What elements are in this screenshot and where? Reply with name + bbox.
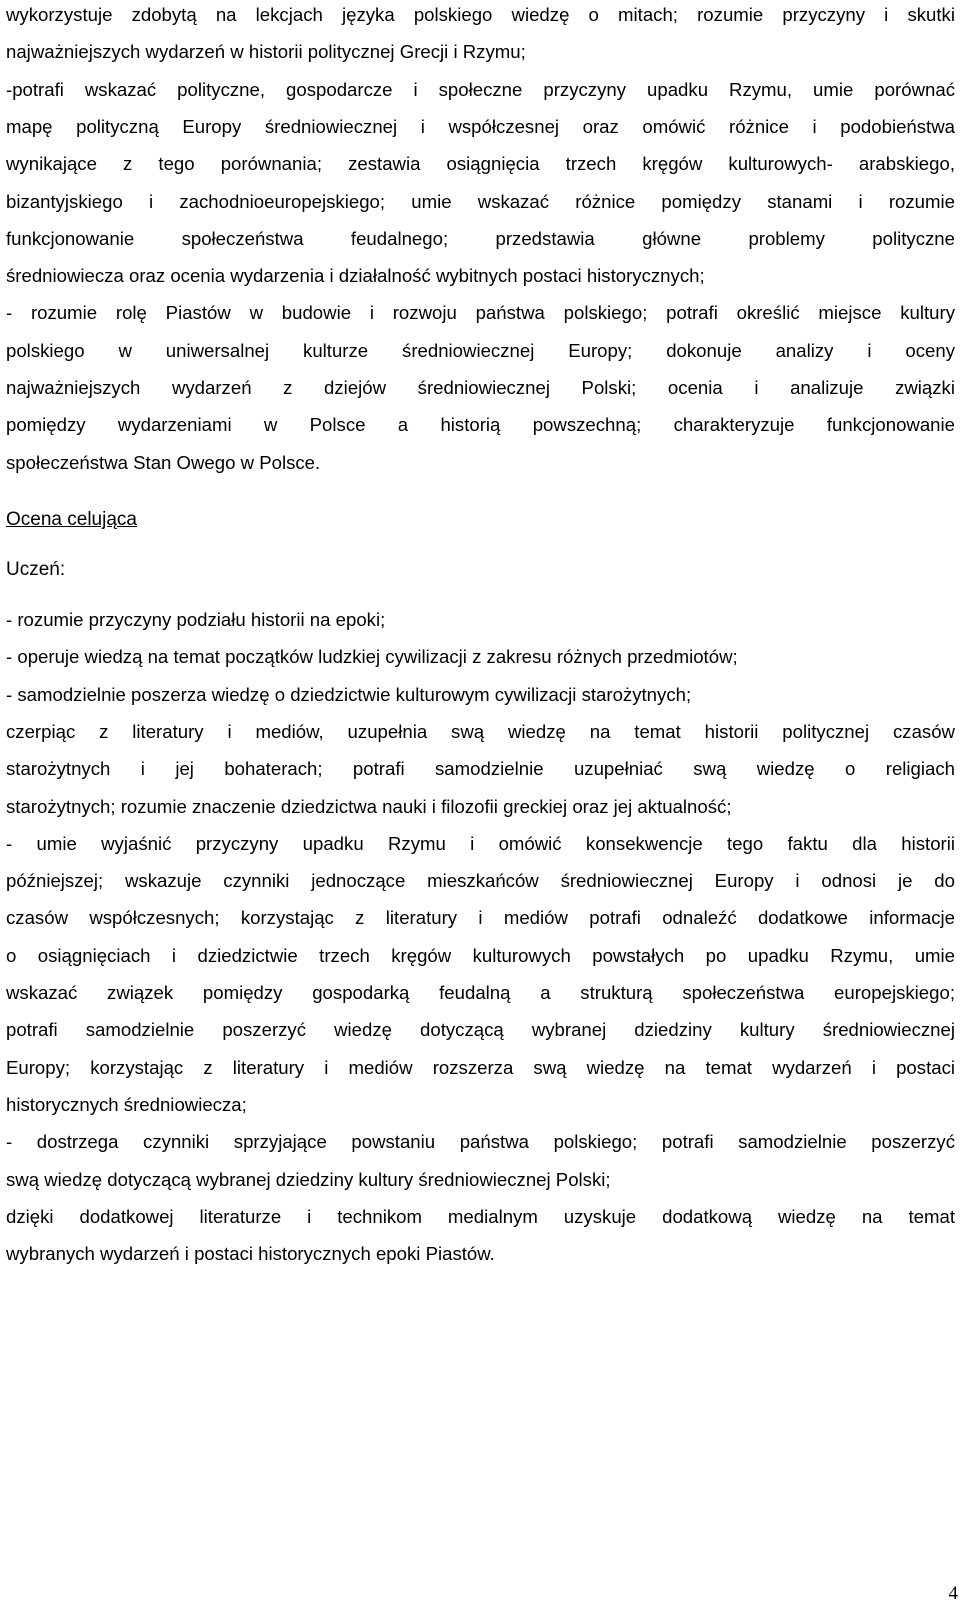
text-line: swą wiedzę dotyczącą wybranej dziedziny kultury średniowiecznej Polski; [6, 1168, 611, 1190]
text-line: społeczeństwa Stan Owego w Polsce. [6, 451, 321, 473]
text-line: najważniejszych wydarzeń w historii politycznej Grecji i Rzymu; [6, 41, 526, 63]
text-line: potrafi samodzielnie poszerzyć wiedzę dotyczącą wybranej dziedziny kultury średniowiecznej [6, 1019, 955, 1041]
text-line: wskazać związek pomiędzy gospodarką feudalną a strukturą społeczeństwa europejskiego; [6, 982, 955, 1003]
text-line: późniejszej; wskazuje czynniki jednoczące mieszkańców średniowiecznej Europy i odnosi je do [6, 870, 955, 892]
text-line: - rozumie rolę Piastów w budowie i rozwoju państwa polskiego; potrafi określić miejsce kultury [6, 302, 955, 324]
text-line: - rozumie przyczyny podziału historii na epoki; [6, 609, 386, 630]
text-line: polskiego w uniwersalnej kulturze średniowiecznej Europy; dokonuje analizy i oceny [6, 339, 955, 361]
text-line: - samodzielnie poszerza wiedzę o dziedzictwie kulturowym cywilizacji starożytnych; [6, 683, 692, 705]
text-line: najważniejszych wydarzeń z dziejów średniowiecznej Polski; ocenia i analizuje związki [6, 377, 955, 398]
text-line: czasów współczesnych; korzystając z literatury i mediów potrafi odnaleźć dodatkowe informacje [6, 907, 955, 929]
text-line: - umie wyjaśnić przyczyny upadku Rzymu i omówić konsekwencje tego faktu dla historii [6, 832, 955, 854]
text-line: funkcjonowanie społeczeństwa feudalnego; przedstawia główne problemy polityczne [6, 227, 955, 249]
text-line: - operuje wiedzą na temat początków ludzkiej cywilizacji z zakresu różnych przedmiotów; [6, 646, 738, 668]
text-line: wykorzystuje zdobytą na lekcjach języka polskiego wiedzę o mitach; rozumie przyczyny i skutki [6, 4, 955, 25]
text-line: Europy; korzystając z literatury i mediów rozszerza swą wiedzę na temat wydarzeń i postaci [6, 1056, 955, 1078]
text-line: wybranych wydarzeń i postaci historycznych epoki Piastów. [6, 1243, 495, 1265]
text-line: bizantyjskiego i zachodnioeuropejskiego; umie wskazać różnice pomiędzy stanami i rozumie [6, 190, 955, 212]
text-line: historycznych średniowiecza; [6, 1093, 247, 1115]
text-line: starożytnych i jej bohaterach; potrafi samodzielnie uzupełniać swą wiedzę o religiach [6, 758, 955, 780]
text-line: wynikające z tego porównania; zestawia osiągnięcia trzech kręgów kulturowych- arabskiego, [6, 153, 955, 175]
text-line: pomiędzy wydarzeniami w Polsce a historią powszechną; charakteryzuje funkcjonowanie [6, 414, 955, 436]
text-line: starożytnych; rozumie znaczenie dziedzictwa nauki i filozofii greckiej oraz jej aktualność; [6, 795, 732, 817]
text-line: średniowiecza oraz ocenia wydarzenia i działalność wybitnych postaci historycznych; [6, 265, 705, 287]
page-number: 4 [948, 1583, 958, 1604]
text-line: mapę polityczną Europy średniowiecznej i współczesnej oraz omówić różnice i podobieństwa [6, 115, 955, 137]
text-line: dzięki dodatkowej literaturze i technikom medialnym uzyskuje dodatkową wiedzę na temat [6, 1205, 955, 1227]
text-line: - dostrzega czynniki sprzyjające powstaniu państwa polskiego; potrafi samodzielnie poszerzyć [6, 1131, 955, 1153]
section-heading: Ocena celująca [6, 509, 137, 530]
text-line: czerpiąc z literatury i mediów, uzupełnia swą wiedzę na temat historii politycznej czasów [6, 720, 955, 742]
section-subheading: Uczeń: [6, 559, 66, 580]
text-line: -potrafi wskazać polityczne, gospodarcze i społeczne przyczyny upadku Rzymu, umie porównać [6, 78, 955, 100]
text-line: o osiągnięciach i dziedzictwie trzech kręgów kulturowych powstałych po upadku Rzymu, umie [6, 944, 955, 966]
